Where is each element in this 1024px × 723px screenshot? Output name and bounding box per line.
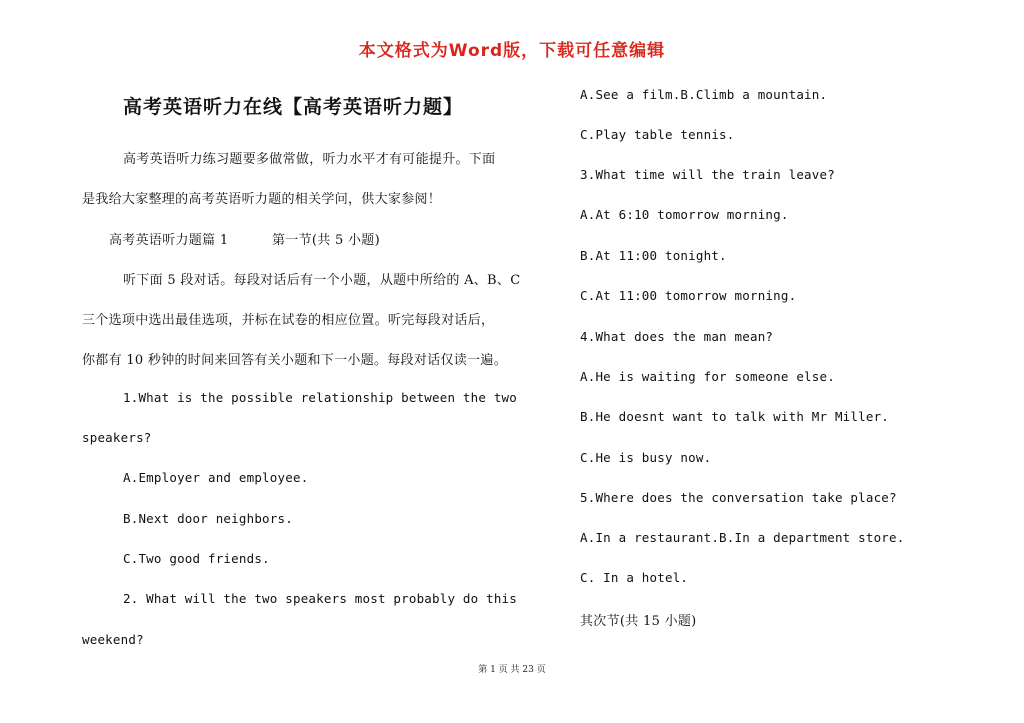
question-1-option-b: B.Next door neighbors. <box>123 511 293 526</box>
section-2-heading: 其次节(共 15 小题) <box>580 614 697 629</box>
intro-paragraph-line: 是我给大家整理的高考英语听力题的相关学问，供大家参阅！ <box>82 192 442 207</box>
section-heading-section: 第一节(共 5 小题) <box>272 233 380 248</box>
question-1-text: 1.What is the possible relationship between the two <box>123 390 518 405</box>
question-3-option-b: B.At 11:00 tonight. <box>580 248 727 263</box>
question-5-text: 5.Where does the conversation take place? <box>580 490 897 505</box>
intro-paragraph-line: 高考英语听力练习题要多做常做，听力水平才有可能提升。下面 <box>123 152 496 167</box>
question-2-text: 2. What will the two speakers most probably do this <box>123 591 518 606</box>
question-4-option-c: C.He is busy now. <box>580 450 712 465</box>
question-1-option-c: C.Two good friends. <box>123 551 270 566</box>
word-format-banner: 本文格式为Word版，下载可任意编辑 <box>358 41 666 61</box>
question-4-option-b: B.He doesnt want to talk with Mr Miller. <box>580 409 890 424</box>
question-1-option-a: A.Employer and employee. <box>123 470 309 485</box>
instruction-line: 你都有 10 秒钟的时间来回答有关小题和下一小题。每段对话仅读一遍。 <box>82 353 508 368</box>
document-title: 高考英语听力在线【高考英语听力题】 <box>123 96 464 118</box>
question-2-option-c: C.Play table tennis. <box>580 127 735 142</box>
question-2-text: weekend? <box>82 632 144 647</box>
question-3-option-a: A.At 6:10 tomorrow morning. <box>580 207 789 222</box>
section-heading-part: 高考英语听力题篇 1 <box>109 233 229 248</box>
question-3-option-c: C.At 11:00 tomorrow morning. <box>580 288 797 303</box>
question-5-option-c: C. In a hotel. <box>580 570 689 585</box>
question-3-text: 3.What time will the train leave? <box>580 167 835 182</box>
question-4-text: 4.What does the man mean? <box>580 329 774 344</box>
question-5-options-ab: A.In a restaurant.B.In a department store. <box>580 530 905 545</box>
instruction-line: 三个选项中选出最佳选项，并标在试卷的相应位置。听完每段对话后， <box>82 313 495 328</box>
instruction-line: 听下面 5 段对话。每段对话后有一个小题，从题中所给的 A、B、C <box>123 273 521 288</box>
question-4-option-a: A.He is waiting for someone else. <box>580 369 835 384</box>
question-1-text: speakers? <box>82 430 152 445</box>
page-number-footer: 第 1 页 共 23 页 <box>478 665 546 675</box>
question-2-options-ab: A.See a film.B.Climb a mountain. <box>580 87 828 102</box>
